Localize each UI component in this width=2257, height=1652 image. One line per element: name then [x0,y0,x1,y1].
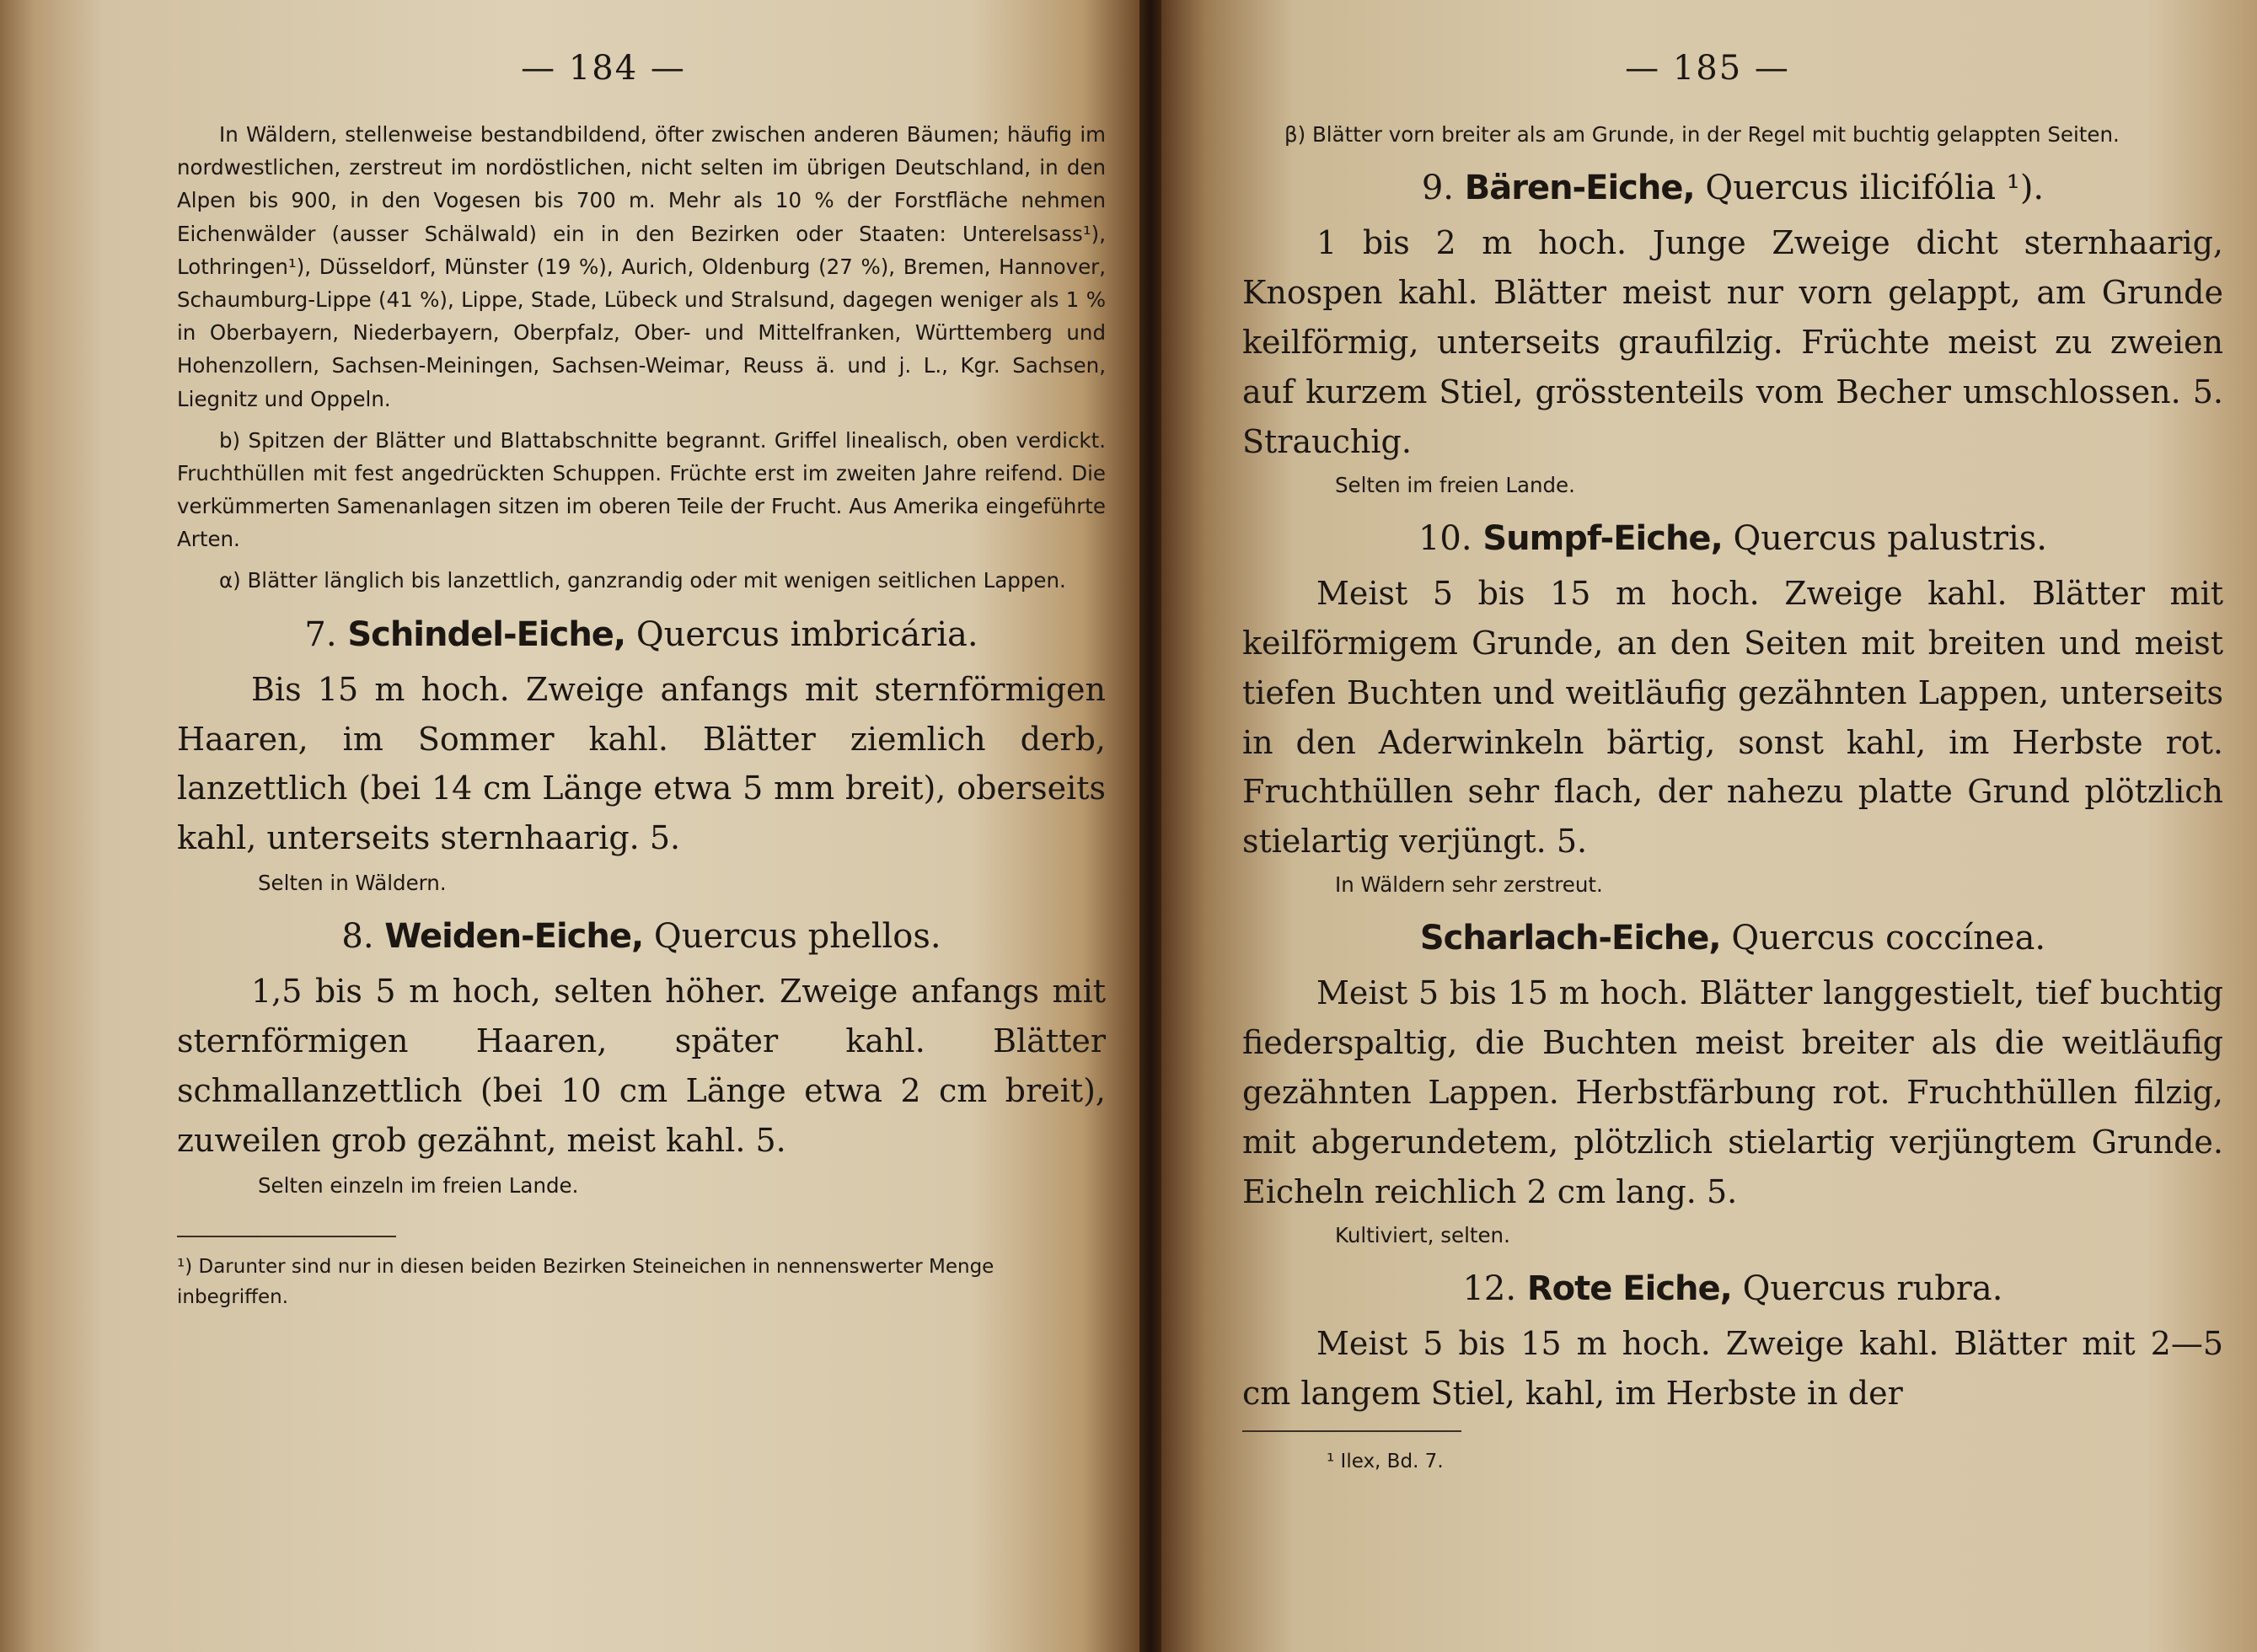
species-heading-11 [1242,913,2223,963]
species-note-7: Selten in Wäldern. [258,871,447,896]
footnote-rule [177,1236,396,1237]
species-number: 8. [341,917,374,957]
species-heading-12 [1242,1263,2223,1314]
right-page [1161,0,2257,1652]
species-common-name: Sumpf-Eiche, [1482,518,1723,558]
species-latin-name: Quercus imbricária. [635,614,978,654]
species-latin-name: Quercus ilicifólia ¹). [1705,169,2045,208]
species-note-9: Selten im freien Lande. [1335,472,1575,497]
species-note-10: In Wäldern sehr zerstreut. [1335,872,1603,898]
footnote-left: ¹) Darunter sind nur in diesen beiden Bezirken Steineichen in nennenswerter Menge inbegriffen. [177,1256,994,1308]
species-description-9: 1 bis 2 m hoch. Junge Zweige dicht sternhaarig, Knospen kahl. Blätter meist nur vorn gelappt, am Grunde keilförmig, unterseits graufilzig. Früchte meist zu zweien auf kurzem Stiel, grösstenteils vom Becher umschlossen. 5. Strauchig. [1242,224,2223,460]
species-description-12: Meist 5 bis 15 m hoch. Zweige kahl. Blätter mit 2—5 cm langem Stiel, kahl, im Herbste in der [1242,1325,2223,1412]
species-heading-10 [1242,513,2223,564]
book-gutter [1139,0,1161,1652]
footnote-rule [1242,1430,1461,1432]
species-common-name: Rote Eiche, [1526,1269,1732,1308]
species-common-name: Weiden-Eiche, [384,917,644,957]
species-heading-7 [177,609,1106,660]
species-latin-name: Quercus palustris. [1733,518,2048,558]
species-note-8: Selten einzeln im freien Lande. [258,1172,579,1198]
page-number-right: — 185 — [1625,49,1790,88]
species-number: 9. [1421,169,1455,208]
species-description-8: 1,5 bis 5 m hoch, selten höher. Zweige anfangs mit sternförmigen Haaren, später kahl. Blätter schmallanzettlich (bei 10 cm Länge etwa 2 cm breit), zuweilen grob gezähnt, meist kahl. 5. [177,973,1106,1160]
species-description-10: Meist 5 bis 15 m hoch. Zweige kahl. Blätter mit keilförmigem Grunde, an den Seiten mit breiten und meist tiefen Buchten und weitläufig gezähnten Lappen, unterseits in den Aderwinkeln bärtig, sonst kahl, im Herbste rot. Fruchthüllen sehr flach, der nahezu platte Grund plötzlich stielartig verjüngt. 5. [1242,574,2223,861]
species-description-7: Bis 15 m hoch. Zweige anfangs mit sternförmigen Haaren, im Sommer kahl. Blätter ziemlich derb, lanzettlich (bei 14 cm Länge etwa 5 mm breit), oberseits kahl, unterseits sternhaarig. 5. [177,670,1106,857]
species-common-name: Scharlach-Eiche, [1419,919,1721,958]
species-heading-9 [1242,163,2223,213]
species-number: 12. [1462,1269,1517,1308]
species-note-11: Kultiviert, selten. [1335,1222,1510,1247]
species-latin-name: Quercus phellos. [653,917,941,957]
footnote-right: ¹ Ilex, Bd. 7. [1327,1450,1444,1472]
species-latin-name: Quercus coccínea. [1731,919,2046,958]
species-number: 7. [304,614,337,654]
key-paragraph-beta: β) Blätter vorn breiter als am Grunde, in der Regel mit buchtig gelappten Seiten. [1284,122,2120,147]
distribution-paragraph: In Wäldern, stellenweise bestandbildend, öfter zwischen anderen Bäumen; häufig im nordwestlichen, zerstreut im nordöstlichen, nicht selten im übrigen Deutschland, in den Alpen bis 900, in den Vogesen bis 700 m. Mehr als 10 % der Forstfläche nehmen Eichenwälder (ausser Schälwald) ein in den Bezirken oder Staaten: Unterelsass¹), Lothringen¹), Düsseldorf, Münster (19 %), Aurich, Oldenburg (27 %), Bremen, Hannover, Schaumburg-Lippe (41 %), Lippe, Stade, Lübeck und Stralsund, dagegen weniger als 1 % in Oberbayern, Niederbayern, Oberpfalz, Ober- und Mittelfranken, Württemberg und Hohenzollern, Sachsen-Meiningen, Sachsen-Weimar, Reuss ä. und j. L., Kgr. Sachsen, Liegnitz und Oppeln. [177,122,1106,411]
key-paragraph-b: b) Spitzen der Blätter und Blattabschnitte begrannt. Griffel linealisch, oben verdickt. Fruchthüllen mit fest angedrückten Schuppen. Früchte erst im zweiten Jahre reifend. Die verkümmerten Samenanlagen sitzen im oberen Teile der Frucht. Aus Amerika eingeführte Arten. [177,427,1106,552]
species-common-name: Bären-Eiche, [1464,169,1695,208]
species-description-11: Meist 5 bis 15 m hoch. Blätter langgestielt, tief buchtig fiederspaltig, die Buchten meist breiter als die weitläufig gezähnten Lappen. Herbstfärbung rot. Fruchthüllen filzig, mit abgerundetem, plötzlich stielartig verjüngtem Grunde. Eicheln reichlich 2 cm lang. 5. [1242,974,2223,1210]
species-number: 10. [1418,518,1472,558]
species-heading-8 [177,911,1106,962]
species-latin-name: Quercus rubra. [1742,1269,2003,1308]
key-paragraph-alpha: α) Blätter länglich bis lanzettlich, ganzrandig oder mit wenigen seitlichen Lappen. [219,568,1066,593]
page-number-left: — 184 — [521,49,686,88]
species-common-name: Schindel-Eiche, [347,614,626,654]
